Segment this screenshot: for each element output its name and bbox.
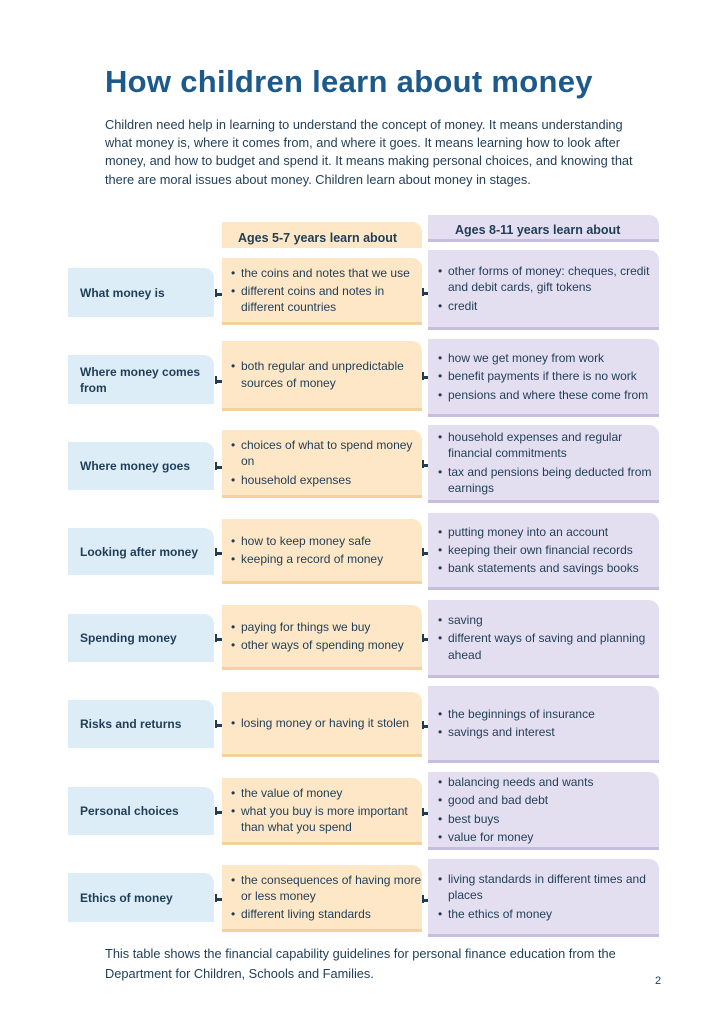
list-item: • the value of money bbox=[231, 785, 422, 801]
list-item: • keeping a record of money bbox=[231, 551, 422, 567]
cell-ages-5-7-spending-money bbox=[222, 605, 422, 670]
list-item: • how to keep money safe bbox=[231, 533, 422, 549]
connector bbox=[215, 293, 222, 296]
list-item: • good and bad debt bbox=[438, 792, 659, 808]
list-item: • the consequences of having more or less money bbox=[231, 872, 422, 904]
list-item: • tax and pensions being deducted from earnings bbox=[438, 464, 659, 496]
connector bbox=[215, 466, 222, 469]
cell-ages-8-11-risks-and-returns bbox=[428, 686, 659, 763]
cell-ages-5-7-what-money-is bbox=[222, 258, 422, 325]
list-item: • household expenses and regular financial commitments bbox=[438, 429, 659, 461]
cell-ages-5-7-ethics-of-money bbox=[222, 865, 422, 932]
list-item: • living standards in different times and places bbox=[438, 871, 659, 903]
list-item: • the coins and notes that we use bbox=[231, 265, 422, 281]
list-item: • the ethics of money bbox=[438, 906, 659, 922]
list-item: • what you buy is more important than what you spend bbox=[231, 803, 422, 835]
row-label-ethics-of-money: Ethics of money bbox=[68, 873, 214, 922]
list-item: • balancing needs and wants bbox=[438, 774, 659, 790]
row-label-personal-choices: Personal choices bbox=[68, 787, 214, 835]
page-title: How children learn about money bbox=[105, 64, 593, 99]
column-header-ages-8-11: Ages 8-11 years learn about bbox=[428, 215, 659, 242]
connector bbox=[215, 552, 222, 555]
list-item: • putting money into an account bbox=[438, 524, 659, 540]
list-item: • different coins and notes in different countries bbox=[231, 283, 422, 315]
cell-ages-8-11-what-money-is bbox=[428, 250, 659, 330]
list-item: • other ways of spending money bbox=[231, 637, 422, 653]
list-item: • both regular and unpredictable sources of money bbox=[231, 358, 422, 390]
list-item: • keeping their own financial records bbox=[438, 542, 659, 558]
footer-note: This table shows the financial capability guidelines for personal finance education from the Department for Children, Schools and Families. bbox=[105, 946, 616, 981]
cell-ages-8-11-ethics-of-money bbox=[428, 859, 659, 937]
row-label-risks-and-returns: Risks and returns bbox=[68, 700, 214, 748]
list-item: • the beginnings of insurance bbox=[438, 706, 659, 722]
connector bbox=[215, 898, 222, 901]
connector bbox=[215, 638, 222, 641]
cell-ages-8-11-where-money-goes bbox=[428, 425, 659, 503]
cell-ages-5-7-where-money-goes bbox=[222, 430, 422, 498]
row-label-where-money-comes-from: Where money comes from bbox=[68, 355, 214, 404]
intro-paragraph: Children need help in learning to understand the concept of money. It means understanding what money is, where it comes from, and where it goes. It means learning how to look after money, and how to budget and spend it. It means making personal choices, and knowing that there are moral issues about money. Children learn about money in stages. bbox=[105, 117, 633, 187]
list-item: • choices of what to spend money on bbox=[231, 437, 422, 469]
list-item: • paying for things we buy bbox=[231, 619, 422, 635]
cell-ages-8-11-where-money-comes-from bbox=[428, 339, 659, 417]
list-item: • different ways of saving and planning ahead bbox=[438, 630, 659, 662]
list-item: • savings and interest bbox=[438, 724, 659, 740]
list-item: • how we get money from work bbox=[438, 350, 659, 366]
list-item: • saving bbox=[438, 612, 659, 628]
row-label-looking-after-money: Looking after money bbox=[68, 528, 214, 575]
column-header-ages-5-7: Ages 5-7 years learn about bbox=[222, 222, 422, 248]
list-item: • value for money bbox=[438, 829, 659, 845]
cell-ages-8-11-spending-money bbox=[428, 600, 659, 678]
list-item: • benefit payments if there is no work bbox=[438, 368, 659, 384]
row-label-what-money-is: What money is bbox=[68, 268, 214, 317]
list-item: • best buys bbox=[438, 811, 659, 827]
cell-ages-5-7-where-money-comes-from bbox=[222, 341, 422, 411]
list-item: • different living standards bbox=[231, 906, 422, 922]
row-label-where-money-goes: Where money goes bbox=[68, 442, 214, 490]
list-item: • other forms of money: cheques, credit and debit cards, gift tokens bbox=[438, 263, 659, 295]
page-number: 2 bbox=[655, 975, 662, 987]
connector bbox=[215, 380, 222, 383]
list-item: • household expenses bbox=[231, 472, 422, 488]
list-item: • pensions and where these come from bbox=[438, 387, 659, 403]
list-item: • losing money or having it stolen bbox=[231, 715, 422, 731]
cell-ages-5-7-risks-and-returns bbox=[222, 692, 422, 757]
cell-ages-5-7-looking-after-money bbox=[222, 519, 422, 584]
list-item: • bank statements and savings books bbox=[438, 560, 659, 576]
row-label-spending-money: Spending money bbox=[68, 614, 214, 662]
connector bbox=[215, 811, 222, 814]
connector bbox=[215, 724, 222, 727]
cell-ages-8-11-personal-choices bbox=[428, 772, 659, 850]
list-item: • credit bbox=[438, 298, 659, 314]
cell-ages-8-11-looking-after-money bbox=[428, 513, 659, 590]
cell-ages-5-7-personal-choices bbox=[222, 778, 422, 845]
